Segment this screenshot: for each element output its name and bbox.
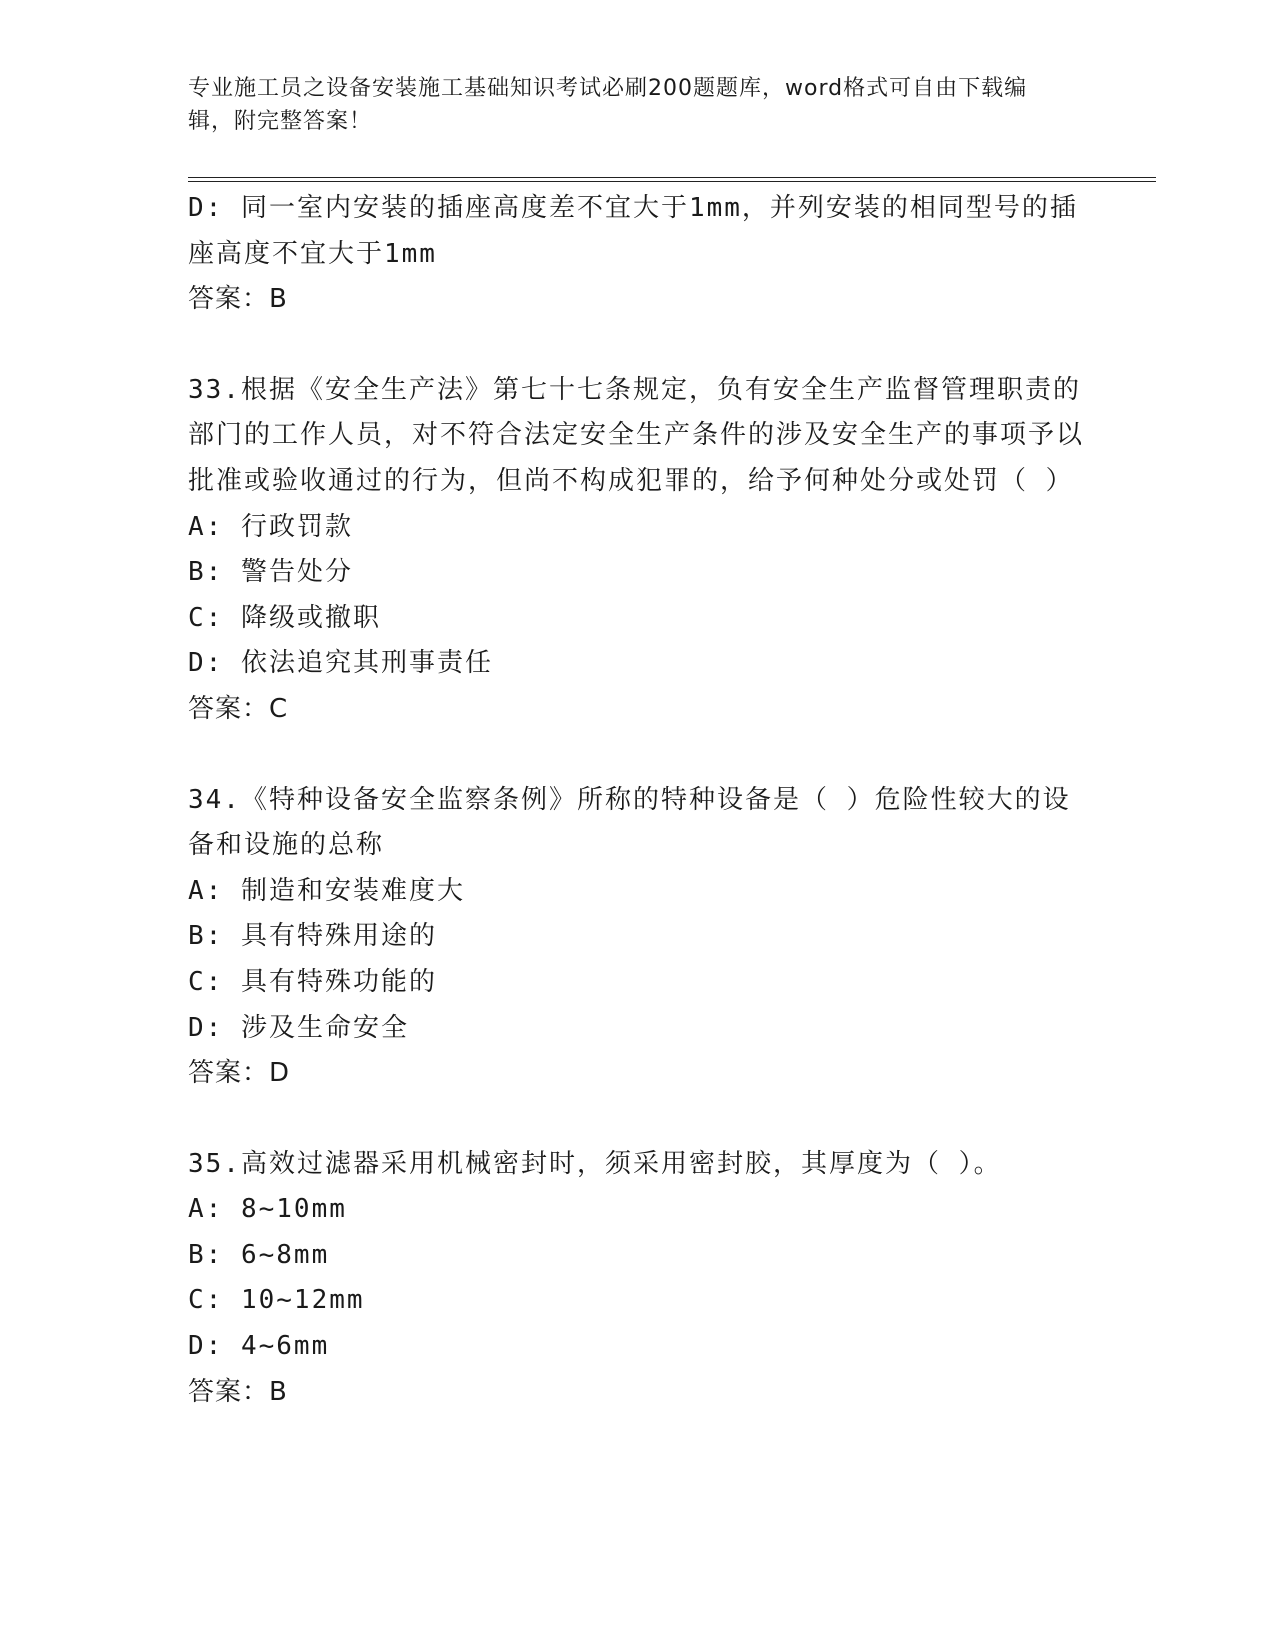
option-c: C: 具有特殊功能的 xyxy=(188,966,437,997)
page-title: 专业施工员之设备安装施工基础知识考试必刷200题题库，word格式可自由下载编辑，附完整答案！ xyxy=(188,76,1028,134)
question-stem: 34.《特种设备安全监察条例》所称的特种设备是（ ）危险性较大的设备和设施的总称 xyxy=(188,784,1071,861)
question-33 xyxy=(188,368,1088,733)
option-a: A: 8~10mm xyxy=(188,1194,347,1225)
carryover-option-d: D: 同一室内安装的插座高度差不宜大于1mm，并列安装的相同型号的插座高度不宜大于1mm xyxy=(188,193,1078,269)
option-b: B: 6~8mm xyxy=(188,1239,330,1270)
question-stem: 33.根据《安全生产法》第七十七条规定，负有安全生产监督管理职责的部门的工作人员，对不符合法定安全生产条件的涉及安全生产的事项予以批准或验收通过的行为，但尚不构成犯罪的，给予何种处分或处罚（ ） xyxy=(188,374,1085,496)
option-c: C: 降级或撤职 xyxy=(188,602,381,633)
question-35 xyxy=(188,1142,1088,1416)
answer: 答案：D xyxy=(188,1058,291,1089)
option-d: D: 4~6mm xyxy=(188,1331,330,1362)
option-b: B: 警告处分 xyxy=(188,557,353,588)
option-d: D: 涉及生命安全 xyxy=(188,1012,409,1043)
question-34 xyxy=(188,778,1088,1097)
option-c: C: 10~12mm xyxy=(188,1285,365,1316)
answer: 答案：C xyxy=(188,693,289,724)
option-b: B: 具有特殊用途的 xyxy=(188,921,437,952)
carryover-answer: 答案：B xyxy=(188,284,288,315)
header-divider xyxy=(188,177,1156,182)
option-d: D: 依法追究其刑事责任 xyxy=(188,648,493,679)
question-stem: 35.高效过滤器采用机械密封时，须采用密封胶，其厚度为（ ）。 xyxy=(188,1148,1002,1179)
document-body xyxy=(188,186,1088,1415)
option-a: A: 制造和安装难度大 xyxy=(188,875,465,906)
answer: 答案：B xyxy=(188,1376,288,1407)
option-a: A: 行政罚款 xyxy=(188,511,353,542)
